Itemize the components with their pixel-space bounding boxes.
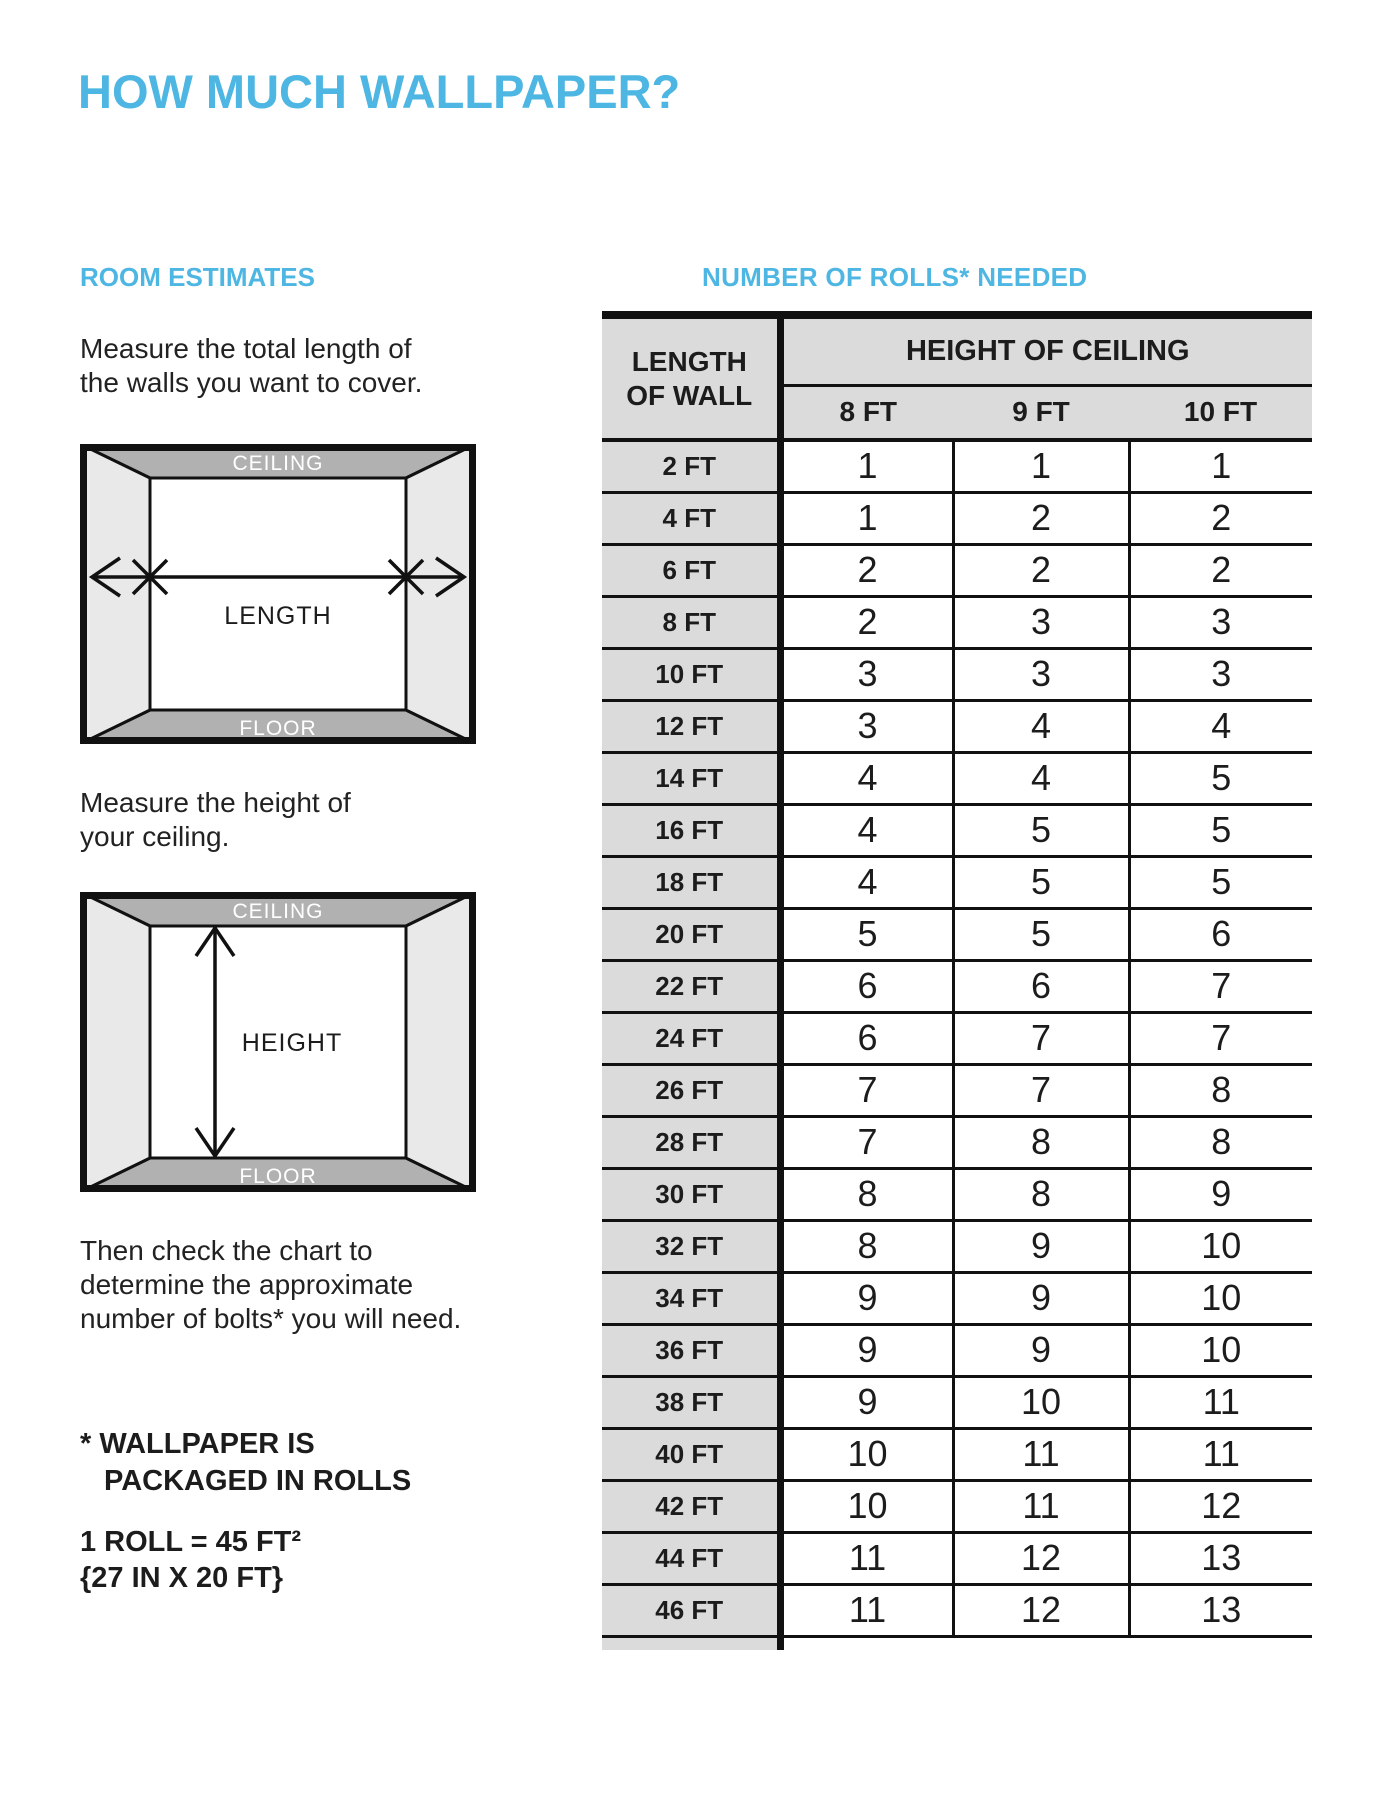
cell-9ft: 12 — [953, 1532, 1129, 1584]
cell-10ft: 5 — [1129, 856, 1312, 908]
length-label: LENGTH — [224, 602, 332, 630]
floor-label: FLOOR — [239, 1165, 317, 1188]
cell-8ft: 9 — [780, 1376, 953, 1428]
instruction-line: the walls you want to cover. — [80, 367, 423, 398]
room-diagram-length — [80, 444, 476, 744]
cell-9ft: 8 — [953, 1116, 1129, 1168]
cell-10ft: 7 — [1129, 1012, 1312, 1064]
column-header-10ft: 10 FT — [1129, 385, 1312, 440]
rolls-table — [602, 311, 1312, 1650]
row-label: 34 FT — [602, 1272, 780, 1324]
row-label: 10 FT — [602, 648, 780, 700]
row-label: 12 FT — [602, 700, 780, 752]
cell-9ft: 3 — [953, 648, 1129, 700]
table-row — [602, 544, 1312, 596]
row-label: 32 FT — [602, 1220, 780, 1272]
cell-10ft: 2 — [1129, 492, 1312, 544]
row-label: 38 FT — [602, 1376, 780, 1428]
rolls-footnote — [80, 1426, 480, 1500]
column-header-8ft: 8 FT — [780, 385, 953, 440]
room-diagram-height — [80, 892, 476, 1192]
table-row — [602, 1532, 1312, 1584]
table-row — [602, 1324, 1312, 1376]
height-label: HEIGHT — [241, 1029, 343, 1057]
rolls-needed-heading: NUMBER OF ROLLS* NEEDED — [702, 262, 1088, 292]
footnote-line: PACKAGED IN ROLLS — [104, 1465, 412, 1497]
table-footer-stub — [602, 1636, 1312, 1650]
cell-8ft: 6 — [780, 1012, 953, 1064]
instruction-line: Measure the total length of — [80, 333, 412, 364]
row-label: 30 FT — [602, 1168, 780, 1220]
table-row — [602, 1168, 1312, 1220]
length-of-wall-line: LENGTH — [631, 345, 747, 377]
cell-9ft: 1 — [953, 440, 1129, 492]
table-row — [602, 1220, 1312, 1272]
cell-8ft: 3 — [780, 648, 953, 700]
label-column-stub — [602, 1636, 780, 1650]
cell-10ft: 2 — [1129, 544, 1312, 596]
room-estimates-heading: ROOM ESTIMATES — [80, 262, 315, 292]
cell-9ft: 2 — [953, 544, 1129, 596]
cell-10ft: 4 — [1129, 700, 1312, 752]
cell-8ft: 9 — [780, 1324, 953, 1376]
floor-label: FLOOR — [239, 717, 317, 740]
cell-10ft: 7 — [1129, 960, 1312, 1012]
table-row — [602, 440, 1312, 492]
cell-9ft: 4 — [953, 700, 1129, 752]
table-row — [602, 596, 1312, 648]
cell-9ft: 7 — [953, 1064, 1129, 1116]
cell-8ft: 4 — [780, 804, 953, 856]
cell-10ft: 1 — [1129, 440, 1312, 492]
instruction-line: Then check the chart to — [80, 1235, 373, 1266]
table-row — [602, 960, 1312, 1012]
table-row — [602, 1376, 1312, 1428]
cell-9ft: 5 — [953, 856, 1129, 908]
cell-10ft: 13 — [1129, 1584, 1312, 1636]
cell-9ft: 12 — [953, 1584, 1129, 1636]
cell-9ft: 8 — [953, 1168, 1129, 1220]
row-label: 24 FT — [602, 1012, 780, 1064]
cell-10ft: 3 — [1129, 648, 1312, 700]
table-row — [602, 1480, 1312, 1532]
cell-8ft: 8 — [780, 1220, 953, 1272]
instruction-line: your ceiling. — [80, 821, 230, 852]
cell-8ft: 7 — [780, 1116, 953, 1168]
row-label: 46 FT — [602, 1584, 780, 1636]
length-of-wall-header — [602, 315, 780, 440]
row-label: 6 FT — [602, 544, 780, 596]
roll-spec — [80, 1524, 480, 1596]
row-label: 28 FT — [602, 1116, 780, 1168]
cell-10ft: 6 — [1129, 908, 1312, 960]
cell-9ft: 7 — [953, 1012, 1129, 1064]
length-of-wall-line: OF WALL — [626, 379, 753, 411]
cell-9ft: 10 — [953, 1376, 1129, 1428]
instruction-line: determine the approximate — [80, 1269, 414, 1300]
cell-8ft: 9 — [780, 1272, 953, 1324]
row-label: 18 FT — [602, 856, 780, 908]
right-wall-panel — [406, 892, 476, 1192]
cell-9ft: 5 — [953, 908, 1129, 960]
row-label: 22 FT — [602, 960, 780, 1012]
back-wall — [150, 478, 406, 710]
cell-10ft: 12 — [1129, 1480, 1312, 1532]
ceiling-label: CEILING — [232, 452, 324, 475]
row-label: 4 FT — [602, 492, 780, 544]
row-label: 36 FT — [602, 1324, 780, 1376]
table-row — [602, 804, 1312, 856]
row-label: 26 FT — [602, 1064, 780, 1116]
table-row — [602, 856, 1312, 908]
cell-10ft: 9 — [1129, 1168, 1312, 1220]
ceiling-label: CEILING — [232, 900, 324, 923]
rolls-table-body — [602, 440, 1312, 1636]
table-row — [602, 492, 1312, 544]
cell-8ft: 6 — [780, 960, 953, 1012]
row-label: 2 FT — [602, 440, 780, 492]
row-label: 14 FT — [602, 752, 780, 804]
row-label: 40 FT — [602, 1428, 780, 1480]
cell-8ft: 1 — [780, 440, 953, 492]
instruction-check-chart — [80, 1234, 480, 1336]
row-label: 44 FT — [602, 1532, 780, 1584]
cell-9ft: 2 — [953, 492, 1129, 544]
cell-9ft: 9 — [953, 1272, 1129, 1324]
table-row — [602, 1428, 1312, 1480]
roll-spec-line: {27 IN X 20 FT} — [80, 1562, 284, 1594]
cell-9ft: 6 — [953, 960, 1129, 1012]
table-row — [602, 1064, 1312, 1116]
cell-8ft: 4 — [780, 856, 953, 908]
cell-8ft: 10 — [780, 1428, 953, 1480]
table-row — [602, 1272, 1312, 1324]
cell-8ft: 5 — [780, 908, 953, 960]
row-label: 16 FT — [602, 804, 780, 856]
left-wall-panel — [80, 892, 150, 1192]
cell-8ft: 4 — [780, 752, 953, 804]
table-row — [602, 908, 1312, 960]
cell-8ft: 11 — [780, 1584, 953, 1636]
instruction-measure-length — [80, 332, 480, 400]
cell-10ft: 13 — [1129, 1532, 1312, 1584]
cell-10ft: 11 — [1129, 1428, 1312, 1480]
cell-10ft: 8 — [1129, 1064, 1312, 1116]
cell-9ft: 9 — [953, 1324, 1129, 1376]
page-title: HOW MUCH WALLPAPER? — [78, 65, 681, 118]
height-of-ceiling-header: HEIGHT OF CEILING — [780, 315, 1312, 385]
cell-9ft: 3 — [953, 596, 1129, 648]
row-label: 42 FT — [602, 1480, 780, 1532]
roll-spec-line: 1 ROLL = 45 FT² — [80, 1526, 302, 1558]
cell-10ft: 10 — [1129, 1272, 1312, 1324]
cell-10ft: 5 — [1129, 804, 1312, 856]
table-row — [602, 648, 1312, 700]
room-estimates-section — [80, 264, 480, 1596]
instruction-measure-height — [80, 786, 480, 854]
cell-8ft: 8 — [780, 1168, 953, 1220]
cell-10ft: 11 — [1129, 1376, 1312, 1428]
cell-9ft: 11 — [953, 1480, 1129, 1532]
cell-10ft: 5 — [1129, 752, 1312, 804]
cell-10ft: 8 — [1129, 1116, 1312, 1168]
cell-10ft: 10 — [1129, 1220, 1312, 1272]
row-label: 20 FT — [602, 908, 780, 960]
table-row — [602, 700, 1312, 752]
cell-8ft: 3 — [780, 700, 953, 752]
cell-8ft: 7 — [780, 1064, 953, 1116]
rolls-needed-section — [602, 264, 1317, 1650]
cell-9ft: 4 — [953, 752, 1129, 804]
row-label: 8 FT — [602, 596, 780, 648]
cell-8ft: 2 — [780, 544, 953, 596]
cell-10ft: 10 — [1129, 1324, 1312, 1376]
cell-10ft: 3 — [1129, 596, 1312, 648]
footnote-line: * WALLPAPER IS — [80, 1428, 315, 1460]
table-row — [602, 1012, 1312, 1064]
cell-9ft: 11 — [953, 1428, 1129, 1480]
instruction-line: Measure the height of — [80, 787, 351, 818]
cell-9ft: 9 — [953, 1220, 1129, 1272]
table-row — [602, 1116, 1312, 1168]
instruction-line: number of bolts* you will need. — [80, 1303, 462, 1334]
cell-8ft: 1 — [780, 492, 953, 544]
table-row — [602, 752, 1312, 804]
cell-8ft: 2 — [780, 596, 953, 648]
cell-8ft: 11 — [780, 1532, 953, 1584]
table-row — [602, 1584, 1312, 1636]
column-header-9ft: 9 FT — [953, 385, 1129, 440]
cell-9ft: 5 — [953, 804, 1129, 856]
cell-8ft: 10 — [780, 1480, 953, 1532]
